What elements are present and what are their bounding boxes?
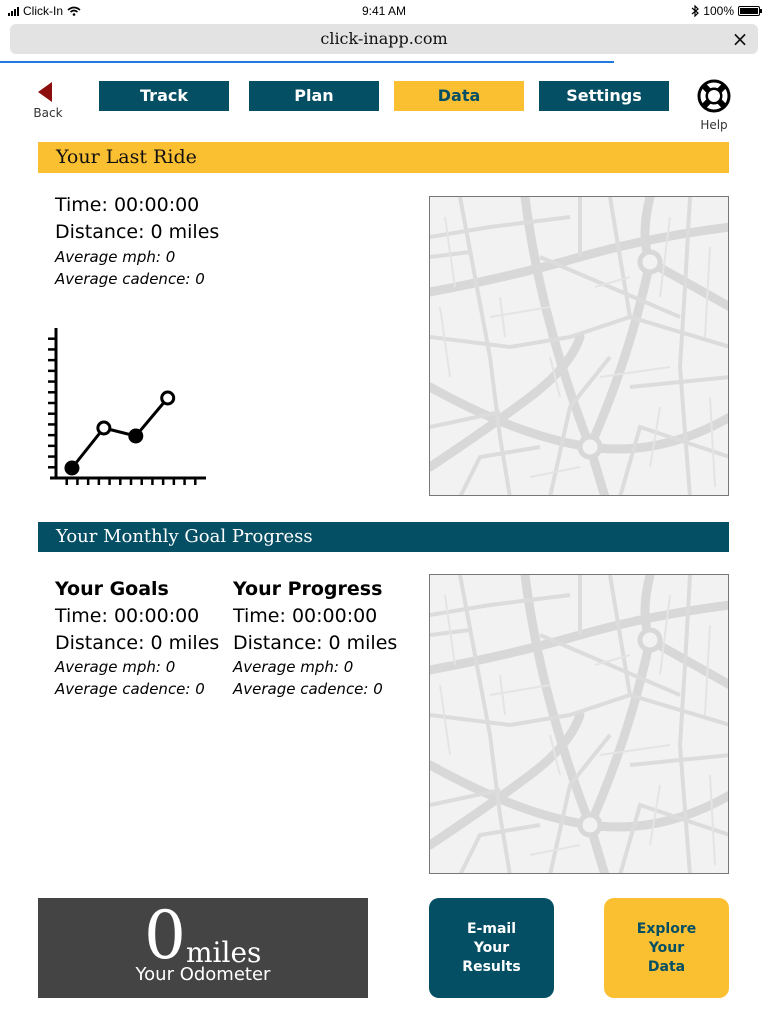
goals-title: Your Goals xyxy=(55,578,169,600)
series-line xyxy=(72,398,168,468)
help-label: Help xyxy=(700,118,728,132)
odometer-value: 0 xyxy=(144,897,186,974)
map-image xyxy=(430,197,729,496)
last-ride-avg-cadence: Average cadence: 0 xyxy=(55,270,205,288)
goals-distance: Distance: 0 miles xyxy=(55,632,220,654)
back-label: Back xyxy=(33,106,63,120)
address-bar[interactable] xyxy=(10,24,758,54)
ride-line-chart xyxy=(40,320,220,490)
map-image xyxy=(430,575,729,874)
status-bar xyxy=(0,0,768,22)
progress-avg-mph: Average mph: 0 xyxy=(233,658,354,676)
explore-data-button[interactable]: Explore Your Data xyxy=(604,898,729,998)
last-ride-distance: Distance: 0 miles xyxy=(55,221,220,243)
progress-title: Your Progress xyxy=(233,578,383,600)
url-text: click-inapp.com xyxy=(320,29,448,48)
progress-distance: Distance: 0 miles xyxy=(233,632,398,654)
odometer-caption: Your Odometer xyxy=(135,964,271,985)
close-icon[interactable]: × xyxy=(731,27,749,51)
back-arrow-icon xyxy=(38,82,52,102)
carrier-label: Click-In xyxy=(23,4,64,18)
page-load-progress xyxy=(0,61,614,63)
battery-icon xyxy=(738,6,760,16)
tab-data[interactable]: Data xyxy=(394,81,524,111)
last-ride-time: Time: 00:00:00 xyxy=(55,194,200,216)
odometer-unit: miles xyxy=(186,936,262,969)
lifebuoy-icon xyxy=(697,79,731,113)
progress-avg-cadence: Average cadence: 0 xyxy=(233,680,383,698)
clock: 9:41 AM xyxy=(361,4,407,18)
goals-time: Time: 00:00:00 xyxy=(55,605,200,627)
back-button[interactable] xyxy=(30,82,66,122)
goals-avg-cadence: Average cadence: 0 xyxy=(55,680,205,698)
battery-percent: 100% xyxy=(703,4,734,18)
data-point xyxy=(162,392,174,404)
last-ride-map[interactable] xyxy=(429,196,729,496)
last-ride-avg-mph: Average mph: 0 xyxy=(55,248,176,266)
tab-settings[interactable]: Settings xyxy=(539,81,669,111)
odometer-panel xyxy=(38,898,368,998)
tab-track[interactable]: Track xyxy=(99,81,229,111)
data-point xyxy=(65,461,79,475)
tab-plan[interactable]: Plan xyxy=(249,81,379,111)
bluetooth-icon xyxy=(691,5,699,17)
monthly-map[interactable] xyxy=(429,574,729,874)
last-ride-header: Your Last Ride xyxy=(38,142,729,173)
monthly-goal-header: Your Monthly Goal Progress xyxy=(38,522,729,552)
email-results-button[interactable]: E-mail Your Results xyxy=(429,898,554,998)
data-point xyxy=(129,429,143,443)
data-point xyxy=(98,422,110,434)
help-button[interactable] xyxy=(694,79,734,132)
goals-avg-mph: Average mph: 0 xyxy=(55,658,176,676)
progress-time: Time: 00:00:00 xyxy=(233,605,378,627)
